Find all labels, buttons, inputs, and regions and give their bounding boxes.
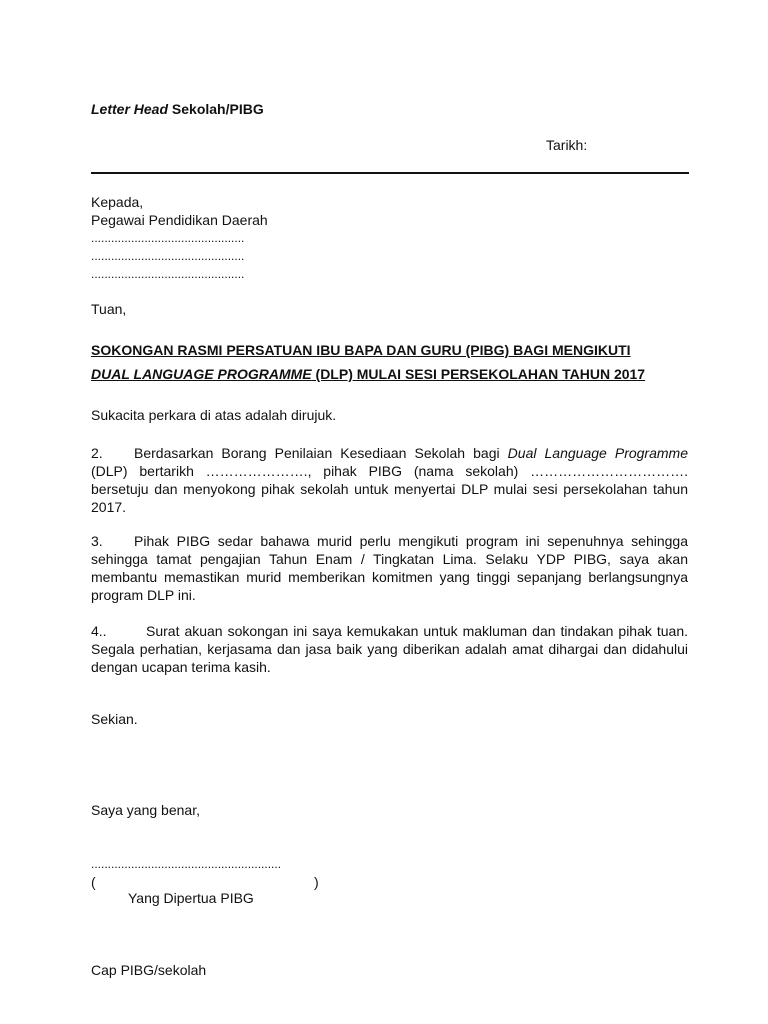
stamp-label: Cap PIBG/sekolah [91, 962, 207, 978]
paragraph-number: 2. [91, 445, 103, 461]
paragraph-number: 3. [91, 533, 103, 549]
date-label: Tarikh: [546, 137, 588, 153]
address-line: .............................................. [91, 231, 245, 245]
paragraph-number: 4.. [91, 623, 107, 639]
letterhead-italic: Letter Head [91, 101, 169, 117]
subject-rest: (DLP) MULAI SESI PERSEKOLAHAN TAHUN 2017 [311, 366, 646, 382]
salutation: Tuan, [91, 301, 127, 317]
signature-line: ......................................................... [91, 857, 282, 871]
signature-paren-close: ) [314, 874, 319, 890]
letterhead-text: Sekolah/PIBG [168, 101, 264, 117]
letterhead [91, 100, 264, 118]
paragraph-2-italic: Dual Language Programme [507, 445, 688, 461]
paragraph-3-text: Pihak PIBG sedar bahawa murid perlu mengikuti program ini sepenuhnya sehingga sehingga tamat pengajian Tahun Enam / Tingkatan Lima. Selaku YDP PIBG, saya akan membantu memastikan murid memberikan komitmen yang tinggi sepanjang berlangsungnya program DLP ini. [91, 533, 688, 603]
address-line: .............................................. [91, 267, 245, 281]
paragraph-2 [91, 444, 688, 516]
paragraph-4 [91, 622, 688, 676]
closing: Sekian. [91, 711, 138, 727]
sign-off: Saya yang benar, [91, 802, 200, 818]
recipient-block [91, 193, 268, 283]
subject-line-2 [91, 362, 691, 386]
paragraph-2-text-a: Berdasarkan Borang Penilaian Kesediaan Sekolah bagi [134, 445, 508, 461]
header-divider [91, 172, 689, 174]
signature-paren-open: ( [91, 874, 96, 890]
subject-line-1: SOKONGAN RASMI PERSATUAN IBU BAPA DAN GURU (PIBG) BAGI MENGIKUTI [91, 342, 631, 358]
address-line: .............................................. [91, 249, 245, 263]
signatory-title: Yang Dipertua PIBG [128, 890, 254, 906]
subject-italic: DUAL LANGUAGE PROGRAMME [91, 366, 312, 382]
subject-heading [91, 338, 691, 386]
recipient-office: Pegawai Pendidikan Daerah [91, 212, 268, 228]
recipient-greeting: Kepada, [91, 194, 144, 210]
paragraph-2-text-b: (DLP) bertarikh …………………., pihak PIBG (nama sekolah) ……………………………. bersetuju dan menyokong pihak sekolah untuk menyertai DLP mulai sesi persekolahan tahun 2017. [91, 463, 688, 515]
paragraph-4-text: Surat akuan sokongan ini saya kemukakan untuk makluman dan tindakan pihak tuan. Segala perhatian, kerjasama dan jasa baik yang diberikan adalah amat dihargai dan didahului dengan ucapan terima kasih. [91, 623, 688, 675]
paragraph-3 [91, 532, 688, 604]
paragraph-1: Sukacita perkara di atas adalah dirujuk. [91, 407, 337, 423]
